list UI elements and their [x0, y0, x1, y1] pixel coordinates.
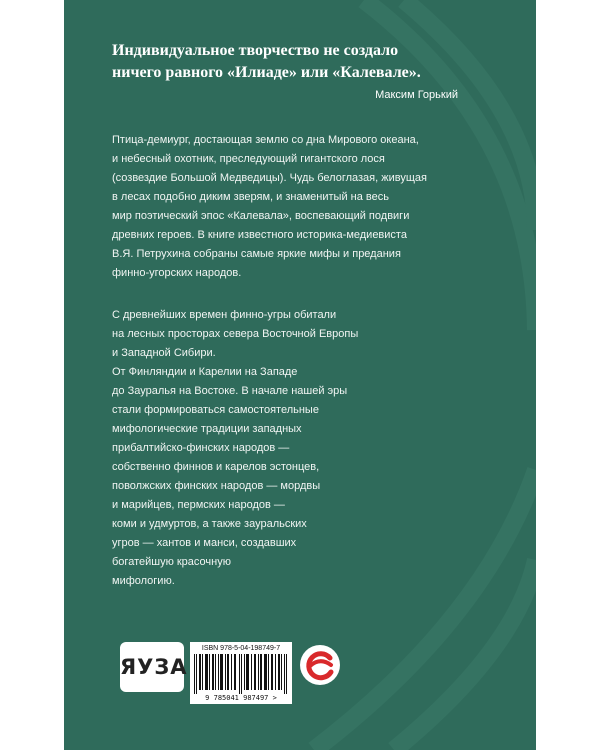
text-line: коми и удмуртов, а также зауральских: [112, 518, 307, 530]
text-line: (созвездие Большой Медведицы). Чудь белоглазая, живущая: [112, 172, 427, 184]
text-line: С древнейших времен финно-угры обитали: [112, 309, 337, 321]
barcode-bars: [194, 654, 288, 694]
text-line: мир поэтический эпос «Калевала», воспевающий подвиги: [112, 210, 410, 222]
text-line: Птица-демиург, достающая землю со дна Мирового океана,: [112, 134, 419, 146]
eksmo-e-icon: [300, 645, 340, 685]
text-line: собственно финнов и карелов эстонцев,: [112, 461, 320, 473]
text-line: угров — хантов и манси, создавших: [112, 537, 297, 549]
eksmo-logo-graphic: [300, 645, 340, 685]
back-cover: [64, 0, 536, 750]
text-line: на лесных просторах севера Восточной Европы: [112, 328, 359, 340]
text-line: стали формироваться самостоятельные: [112, 404, 319, 416]
text-line: и небесный охотник, преследующий гигантского лося: [112, 153, 385, 165]
text-line: и Западной Сибири.: [112, 347, 216, 359]
barcode-digits: 9 785041 987497 >: [205, 694, 277, 702]
text-line: до Зауралья на Востоке. В начале нашей эры: [112, 385, 348, 397]
annotation-paragraph-2: [112, 306, 358, 591]
text-line: финно-угорских народов.: [112, 267, 242, 279]
yauza-publisher-logo: ЯУЗА: [120, 642, 184, 692]
epigraph-author: Максим Горький: [375, 89, 458, 101]
epigraph-line: ничего равного «Илиаде» или «Калевале».: [112, 64, 421, 81]
epigraph-line: Индивидуальное творчество не создало: [112, 42, 399, 59]
text-line: древних героев. В книге известного историка-медиевиста: [112, 229, 407, 241]
text-line: прибалтийско-финских народов —: [112, 442, 290, 454]
text-line: богатейшую красочную: [112, 556, 231, 568]
text-line: в лесах подобно диким зверям, и знаменитый на весь: [112, 191, 389, 203]
epigraph: [112, 40, 512, 84]
text-line: и марийцев, пермских народов —: [112, 499, 285, 511]
isbn-number: ISBN 978-5-04-198749-7: [201, 645, 281, 652]
text-line: мифологические традиции западных: [112, 423, 302, 435]
text-line: мифологию.: [112, 575, 175, 587]
annotation-paragraph-1: [112, 131, 427, 283]
text-line: поволжских финских народов — мордвы: [112, 480, 321, 492]
barcode: [190, 642, 292, 704]
text-line: От Финляндии и Карелии на Западе: [112, 366, 298, 378]
text-line: В.Я. Петрухина собраны самые яркие мифы и предания: [112, 248, 401, 260]
